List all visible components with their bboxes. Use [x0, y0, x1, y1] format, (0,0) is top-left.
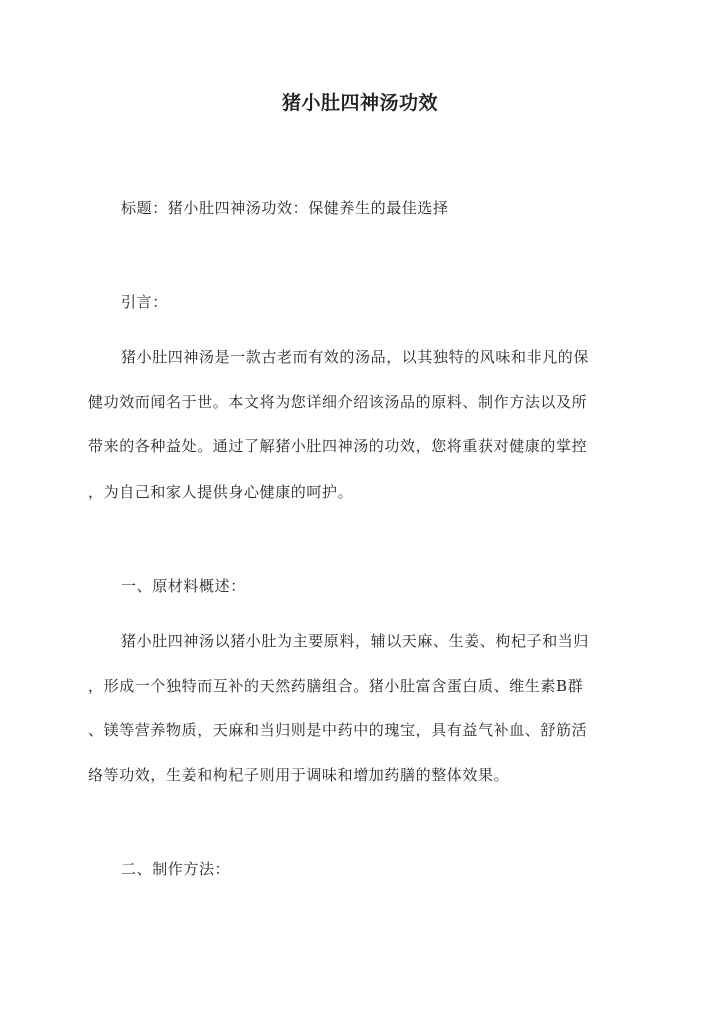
section1-heading: 一、原材料概述： — [121, 577, 246, 595]
section1-paragraph-line: ，形成一个独特而互补的天然药膳组合。猪小肚富含蛋白质、维生素B群 — [88, 677, 584, 695]
intro-paragraph-line: ，为自己和家人提供身心健康的呵护。 — [88, 483, 354, 501]
section1-paragraph-line: 猪小肚四神汤以猪小肚为主要原料，辅以天麻、生姜、枸杞子和当归 — [121, 632, 590, 650]
intro-paragraph-line: 带来的各种益处。通过了解猪小肚四神汤的功效，您将重获对健康的掌控 — [88, 437, 588, 455]
intro-paragraph-line: 猪小肚四神汤是一款古老而有效的汤品，以其独特的风味和非凡的保 — [121, 348, 590, 366]
document-title: 猪小肚四神汤功效 — [281, 92, 438, 114]
intro-paragraph-line: 健功效而闻名于世。本文将为您详细介绍该汤品的原料、制作方法以及所 — [88, 393, 588, 411]
section2-heading: 二、制作方法： — [121, 860, 231, 878]
intro-heading: 引言： — [121, 293, 168, 311]
section1-paragraph-line: 络等功效，生姜和枸杞子则用于调味和增加药膳的整体效果。 — [88, 766, 510, 784]
section1-paragraph-line: 、镁等营养物质，天麻和当归则是中药中的瑰宝，具有益气补血、舒筋活 — [88, 721, 588, 739]
subtitle-line: 标题：猪小肚四神汤功效：保健养生的最佳选择 — [121, 199, 449, 217]
